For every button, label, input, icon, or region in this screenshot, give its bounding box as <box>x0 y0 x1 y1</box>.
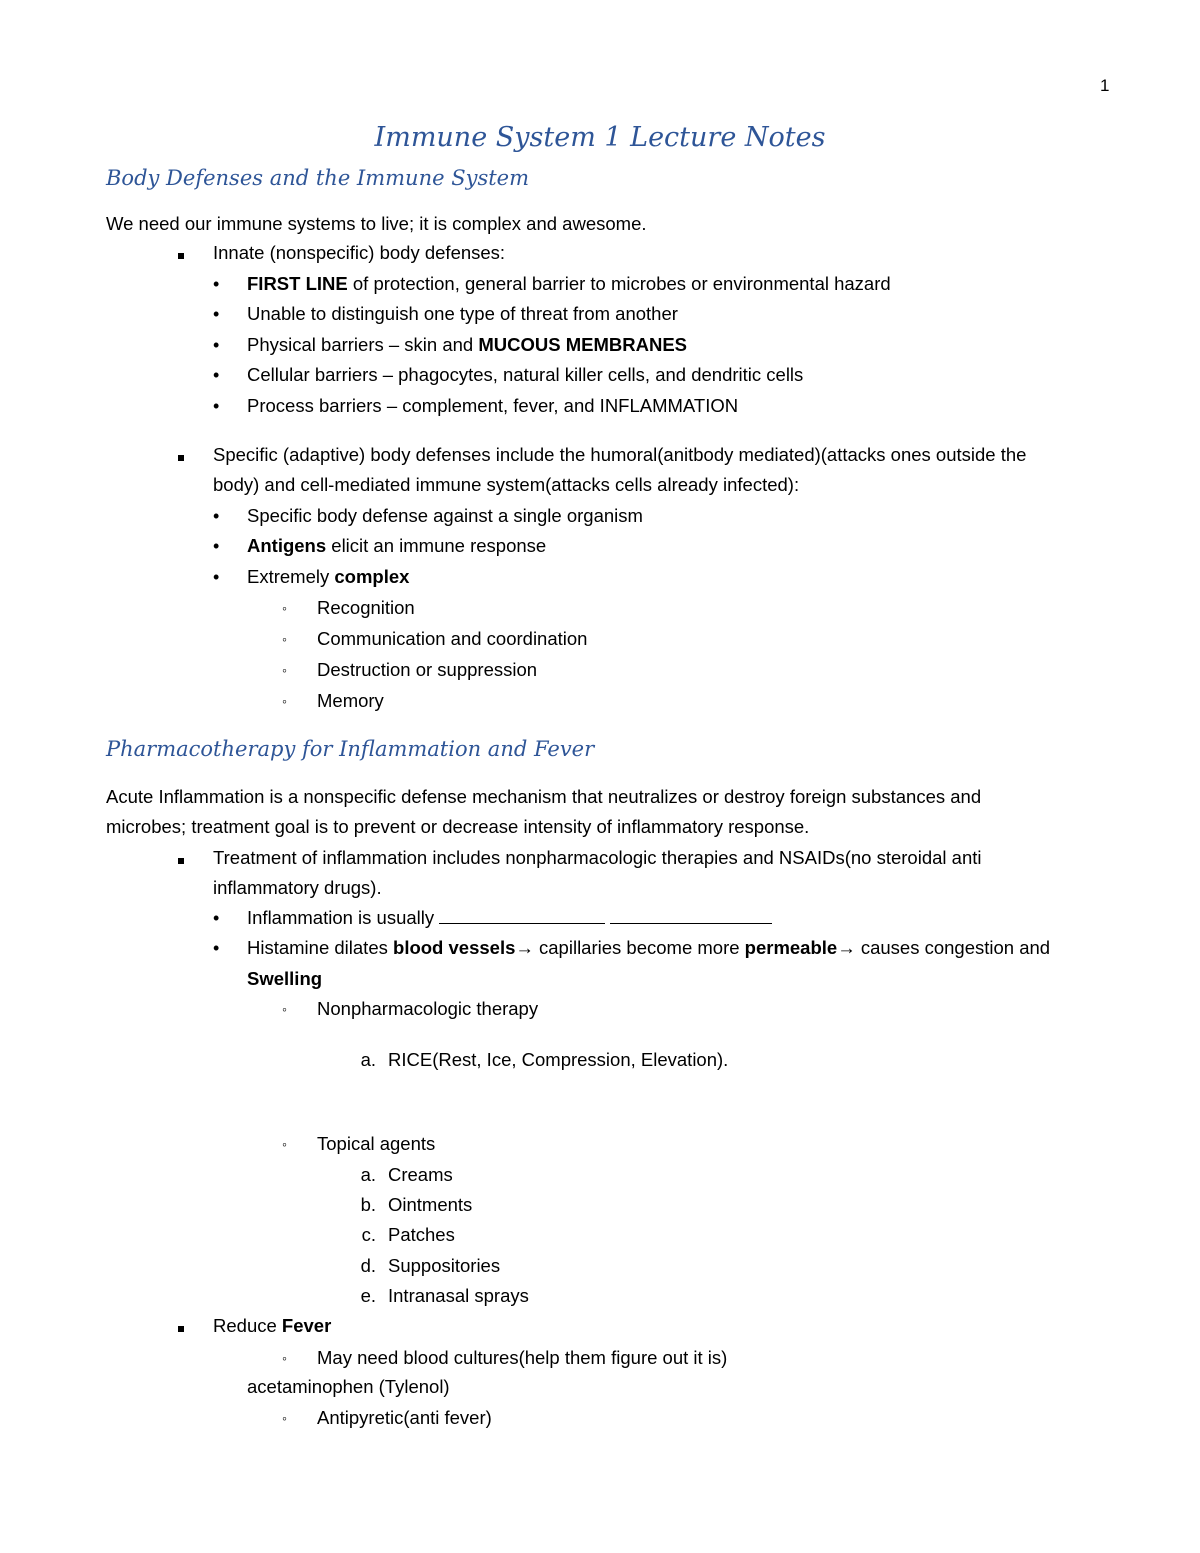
section-heading-body-defenses: Body Defenses and the Immune System <box>106 166 530 190</box>
specific-bullet-1: Specific body defense against a single organism <box>247 505 643 526</box>
round-bullet: • <box>213 304 220 324</box>
list-letter: d. <box>360 1255 376 1276</box>
rice-item: RICE(Rest, Ice, Compression, Elevation). <box>388 1049 729 1070</box>
circle-bullet: ◦ <box>282 662 287 678</box>
reduce-fever: Reduce Fever <box>213 1315 332 1336</box>
round-bullet: • <box>213 335 220 355</box>
inflammation-usually: Inflammation is usually <box>247 903 772 933</box>
section2-intro-1: Acute Inflammation is a nonspecific defense mechanism that neutralizes or destroy foreign substances and <box>106 786 982 807</box>
section1-intro: We need our immune systems to live; it is complex and awesome. <box>106 213 647 234</box>
list-letter: a. <box>360 1164 376 1185</box>
topical-agents: Topical agents <box>317 1133 436 1154</box>
list-letter: c. <box>361 1224 376 1245</box>
innate-bullet-5: Process barriers – complement, fever, and INFLAMMATION <box>247 395 739 416</box>
innate-bullet-4: Cellular barriers – phagocytes, natural killer cells, and dendritic cells <box>247 364 804 385</box>
list-item: Creams <box>388 1164 453 1185</box>
fill-in-blank <box>610 906 772 924</box>
innate-label: Innate (nonspecific) body defenses: <box>213 242 506 263</box>
fill-in-blank <box>439 906 605 924</box>
round-bullet: • <box>213 567 220 587</box>
circle-bullet: ◦ <box>282 631 287 647</box>
circle-bullet: ◦ <box>282 1410 287 1426</box>
list-item: Destruction or suppression <box>317 659 538 680</box>
nonpharm-therapy: Nonpharmacologic therapy <box>317 998 539 1019</box>
square-bullet <box>178 440 184 470</box>
circle-bullet: ◦ <box>282 1001 287 1017</box>
circle-bullet: ◦ <box>282 693 287 709</box>
specific-line-2: body) and cell-mediated immune system(attacks cells already infected): <box>213 474 800 495</box>
innate-bullet-3: Physical barriers – skin and MUCOUS MEMBRANES <box>247 334 687 355</box>
list-letter: a. <box>360 1049 376 1070</box>
round-bullet: • <box>213 365 220 385</box>
blood-cultures: May need blood cultures(help them figure out it is) <box>317 1347 728 1368</box>
section-heading-pharmacotherapy: Pharmacotherapy for Inflammation and Fever <box>106 737 595 761</box>
specific-bullet-3: Extremely complex <box>247 566 410 587</box>
square-bullet <box>178 843 184 873</box>
list-item: Ointments <box>388 1194 473 1215</box>
specific-line-1: Specific (adaptive) body defenses include the humoral(anitbody mediated)(attacks ones outside the <box>213 444 1027 465</box>
round-bullet: • <box>213 536 220 556</box>
square-bullet <box>178 1311 184 1341</box>
specific-bullet-2: Antigens elicit an immune response <box>247 535 547 556</box>
round-bullet: • <box>213 396 220 416</box>
innate-bullet-1: FIRST LINE of protection, general barrier to microbes or environmental hazard <box>247 273 891 294</box>
histamine-line: Histamine dilates blood vessels→ capillaries become more permeable→ causes congestion and <box>247 937 1051 958</box>
treatment-line-1: Treatment of inflammation includes nonpharmacologic therapies and NSAIDs(no steroidal anti <box>213 847 982 868</box>
antipyretic: Antipyretic(anti fever) <box>317 1407 492 1428</box>
round-bullet: • <box>213 274 220 294</box>
round-bullet: • <box>213 938 220 958</box>
list-letter: b. <box>360 1194 376 1215</box>
list-item: Communication and coordination <box>317 628 588 649</box>
list-item: Memory <box>317 690 384 711</box>
circle-bullet: ◦ <box>282 1350 287 1366</box>
circle-bullet: ◦ <box>282 1136 287 1152</box>
section2-intro-2: microbes; treatment goal is to prevent or decrease intensity of inflammatory response. <box>106 816 810 837</box>
treatment-line-2: inflammatory drugs). <box>213 877 382 898</box>
round-bullet: • <box>213 908 220 928</box>
list-item: Intranasal sprays <box>388 1285 529 1306</box>
page-number: 1 <box>1100 76 1110 95</box>
list-item: Patches <box>388 1224 455 1245</box>
square-bullet <box>178 238 184 268</box>
list-item: Recognition <box>317 597 415 618</box>
list-letter: e. <box>360 1285 376 1306</box>
round-bullet: • <box>213 506 220 526</box>
swelling: Swelling <box>247 968 323 989</box>
acetaminophen: acetaminophen (Tylenol) <box>247 1376 450 1397</box>
list-item: Suppositories <box>388 1255 501 1276</box>
innate-bullet-2: Unable to distinguish one type of threat from another <box>247 303 678 324</box>
page-title: Immune System 1 Lecture Notes <box>374 122 826 153</box>
circle-bullet: ◦ <box>282 600 287 616</box>
